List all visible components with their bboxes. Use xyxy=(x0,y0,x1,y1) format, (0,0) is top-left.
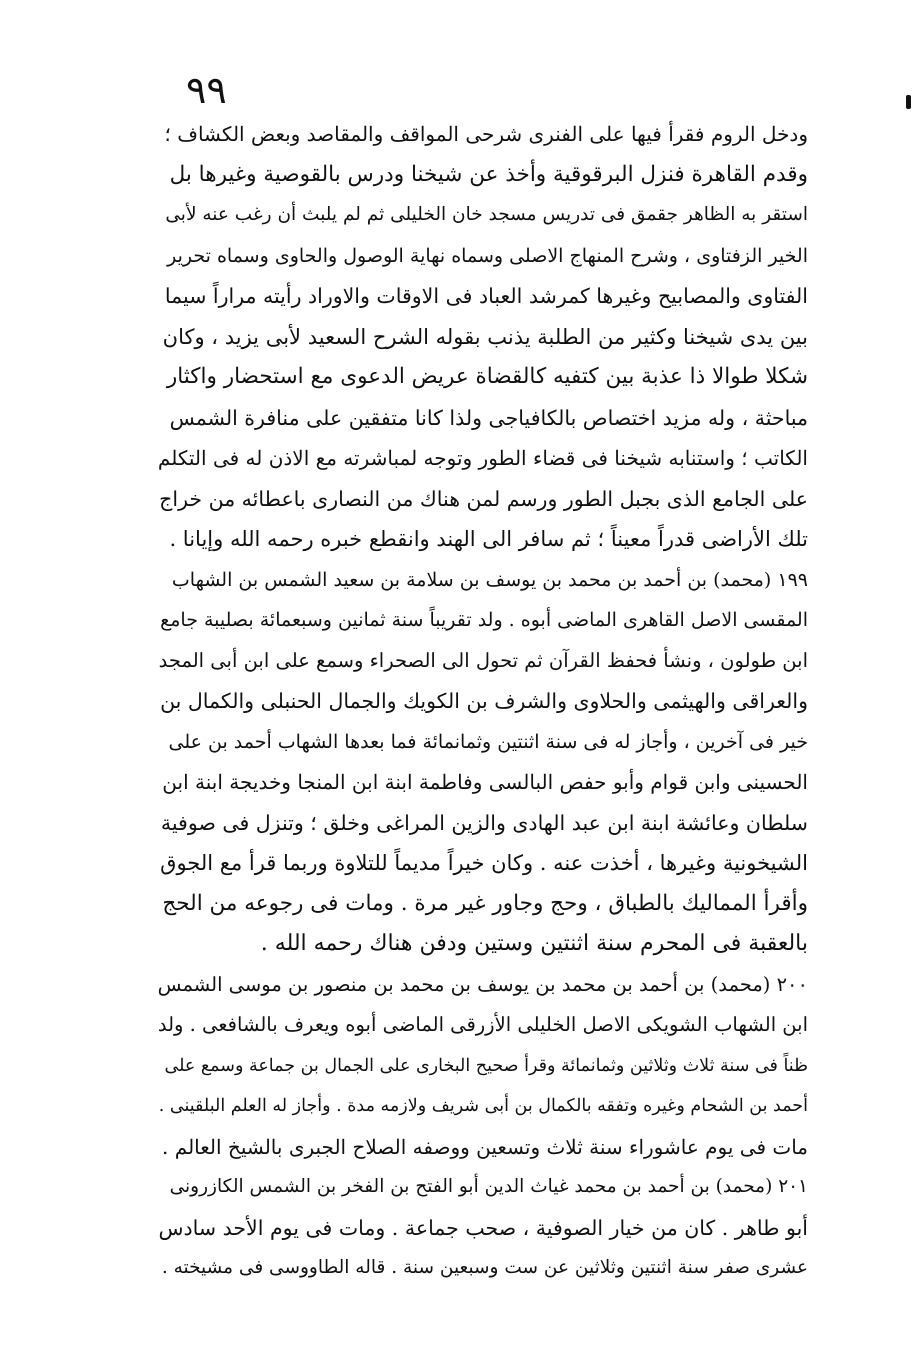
text-line: تلك الأراضى قدراً معيناً ؛ ثم سافر الى الهند وانقطع خبره رحمه الله وإيانا . xyxy=(169,527,808,551)
text-line: سلطان وعائشة ابنة ابن عبد الهادى والزين المراغى وخلق ؛ وتنزل فى صوفية xyxy=(160,810,808,835)
text-line: مات فى يوم عاشوراء سنة ثلاث وتسعين ووصفه الصلاح الجبرى بالشيخ العالم . xyxy=(162,1134,808,1159)
text-line: ٢٠١ (محمد) بن أحمد بن محمد غياث الدين أبو الفتح بن الفخر بن الشمس الكازرونى xyxy=(169,1176,808,1197)
text-line: بين يدى شيخنا وكثير من الطلبة يذنب بقوله الشرح السعيد لأبى يزيد ، وكان xyxy=(162,324,808,349)
text-line: ١٩٩ (محمد) بن أحمد بن محمد بن يوسف بن سلامة بن سعيد الشمس بن الشهاب xyxy=(171,568,808,591)
text-line: ظناً فى سنة ثلاث وثلاثين وثمانمائة وقرأ صحيح البخارى على الجمال بن جماعة وسمع على xyxy=(164,1055,808,1076)
text-line: أبو طاهر . كان من خيار الصوفية ، صحب جماعة . ومات فى يوم الأحد سادس xyxy=(158,1215,808,1240)
text-line: بالعقبة فى المحرم سنة اثنتين وستين ودفن هناك رحمه الله . xyxy=(260,931,808,956)
text-line: شكلا طوالا ذا عذبة بين كتفيه كالقضاة عريض الدعوى مع استحضار واكثار xyxy=(166,364,808,389)
text-line: الحسينى وابن قوام وأبو حفص البالسى وفاطمة ابنة ابن المنجا وخديجة ابنة ابن xyxy=(162,770,808,794)
text-line: والعراقى والهيثمى والحلاوى والشرف بن الكويك والجمال الحنبلى والكمال بن xyxy=(160,689,808,713)
text-line: الكاتب ؛ واستنابه شيخنا فى قضاء الطور وتوجه لمباشرته مع الاذن له فى التكلم xyxy=(158,446,808,470)
text-line: خير فى آخرين ، وأجاز له فى سنة اثنتين وثمانمائة فما بعدها الشهاب أحمد بن على xyxy=(168,730,808,753)
text-line: الخير الزفتاوى ، وشرح المنهاج الاصلى وسماه نهاية الوصول والحاوى وسماه تحرير xyxy=(167,244,808,267)
text-body xyxy=(158,114,808,1289)
text-line: وقدم القاهرة فنزل البرقوقية وأخذ عن شيخنا ودرس بالقوصية وغيرها بل xyxy=(169,161,808,187)
text-line: عشرى صفر سنة اثنتين وثلاثين عن ست وسبعين سنة . قاله الطاووسى فى مشيخته . xyxy=(161,1257,808,1278)
text-line: استقر به الظاهر جقمق فى تدريس مسجد خان الخليلى ثم لم يلبث أن رغب عنه لأبى xyxy=(165,204,808,225)
text-line: ٢٠٠ (محمد) بن أحمد بن محمد بن يوسف بن محمد بن منصور بن موسى الشمس xyxy=(158,972,808,996)
text-line: الشيخونية وغيرها ، أخذت عنه . وكان خيراً مديماً للتلاوة وربما قرأ مع الجوق xyxy=(160,851,808,875)
text-line: ابن طولون ، ونشأ فحفظ القرآن ثم تحول الى الصحراء وسمع على ابن أبى المجد xyxy=(158,648,808,672)
margin-mark xyxy=(906,95,911,109)
text-line: المقسى الاصل القاهرى الماضى أبوه . ولد تقريباً سنة ثمانين وسبعمائة بصليبة جامع xyxy=(160,609,808,631)
text-line: ابن الشهاب الشويكى الاصل الخليلى الأزرقى الماضى أبوه ويعرف بالشافعى . ولد xyxy=(158,1013,808,1036)
text-line: على الجامع الذى بجبل الطور ورسم لمن هناك من النصارى باعطائه من خراج xyxy=(159,486,808,511)
text-line: الفتاوى والمصابيح وغيرها كمرشد العباد فى الاوقات والاوراد رأيته مراراً سيما xyxy=(164,284,808,308)
text-line: ودخل الروم فقرأ فيها على الفنرى شرحى المواقف والمقاصد وبعض الكشاف ؛ xyxy=(164,122,808,146)
page-number: ٩٩ xyxy=(186,68,227,112)
text-line: وأقرأ المماليك بالطباق ، وحج وجاور غير مرة . ومات فى رجوعه من الحج xyxy=(162,890,808,916)
text-line: أحمد بن الشحام وغيره وتفقه بالكمال بن أبى شريف ولازمه مدة . وأجاز له العلم البلقينى . xyxy=(158,1096,808,1116)
text-line: مباحثة ، وله مزيد اختصاص بالكافياجى ولذا كانا متفقين على منافرة الشمس xyxy=(169,405,808,430)
